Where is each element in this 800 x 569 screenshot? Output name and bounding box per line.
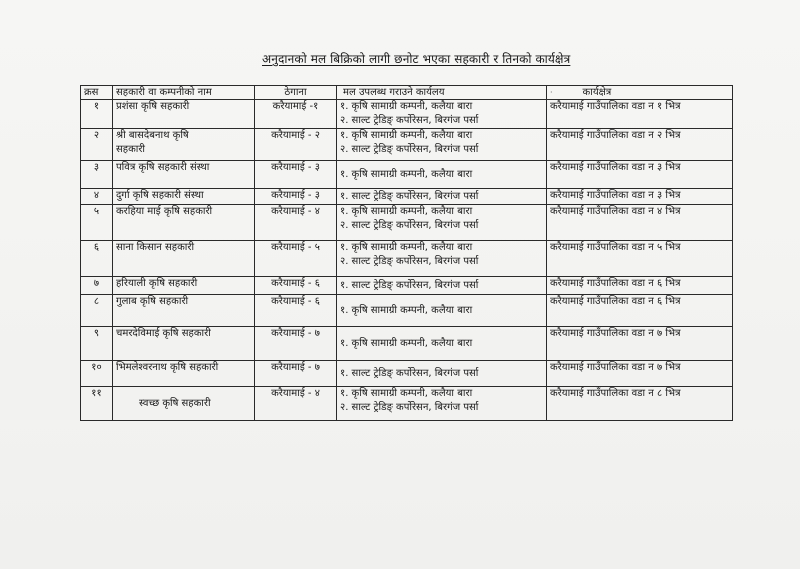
row-supplier-offices xyxy=(337,129,547,161)
supplier-line: २. साल्ट ट्रेडिङ् कर्पोरेसन, बिरगंज पर्सा xyxy=(340,144,479,155)
row-supplier-offices xyxy=(337,205,547,241)
supplier-line: २. साल्ट ट्रेडिङ् कर्पोरेसन, बिरगंज पर्सा xyxy=(340,256,479,267)
supplier-line: १. कृषि सामाग्री कम्पनी, कलैया बारा xyxy=(340,130,473,141)
row-supplier-offices xyxy=(337,295,547,327)
row-supplier-offices xyxy=(337,241,547,277)
row-cooperative-name xyxy=(113,161,255,189)
row-work-area: करैयामाई गाउँपालिका वडा न ६ भित्र xyxy=(547,277,733,295)
table-row xyxy=(81,295,733,327)
row-serial-number: ८ xyxy=(81,295,113,327)
row-serial-number: ३ xyxy=(81,161,113,189)
row-address: करैयामाई - ७ xyxy=(255,361,337,387)
supplier-line: १. कृषि सामाग्री कम्पनी, कलैया बारा xyxy=(340,168,473,180)
table-row xyxy=(81,361,733,387)
cooperative-name-line: प्रशंसा कृषि सहकारी xyxy=(116,101,190,112)
row-supplier-offices xyxy=(337,100,547,129)
cooperative-name-line: स्वच्छ कृषि सहकारी xyxy=(139,397,211,409)
cooperative-name-line: करहिया माई कृषि सहकारी xyxy=(116,206,213,217)
supplier-line: १. कृषि सामाग्री कम्पनी, कलैया बारा xyxy=(340,304,473,316)
row-supplier-offices xyxy=(337,161,547,189)
row-serial-number: ११ xyxy=(81,387,113,421)
table-row xyxy=(81,277,733,295)
row-work-area: करैयामाई गाउँपालिका वडा न ३ भित्र xyxy=(547,189,733,205)
row-address: करैयामाई - ६ xyxy=(255,295,337,327)
supplier-line: २. साल्ट ट्रेडिङ् कर्पोरेसन, बिरगंज पर्सा xyxy=(340,402,479,413)
row-address: करैयामाई - ६ xyxy=(255,277,337,295)
row-cooperative-name xyxy=(113,241,255,277)
row-work-area: करैयामाई गाउँपालिका वडा न ४ भित्र xyxy=(547,205,733,241)
supplier-line: २. साल्ट ट्रेडिङ् कर्पोरेसन, बिरगंज पर्सा xyxy=(340,115,479,126)
supplier-line: १. साल्ट ट्रेडिङ् कर्पोरेसन, बिरगंज पर्सा xyxy=(340,367,479,379)
header-name: सहकारी वा कम्पनीको नाम xyxy=(113,86,255,100)
supplier-line: १. कृषि सामाग्री कम्पनी, कलैया बारा xyxy=(340,388,473,399)
cooperative-name-line: श्री बासदेबनाथ कृषि xyxy=(116,130,189,141)
row-cooperative-name xyxy=(113,189,255,205)
supplier-line: १. कृषि सामाग्री कम्पनी, कलैया बारा xyxy=(340,206,473,217)
cooperative-name-line: साना किसान सहकारी xyxy=(116,242,195,253)
cooperative-name-line: हरियाली कृषि सहकारी xyxy=(116,278,198,289)
row-work-area: करैयामाई गाउँपालिका वडा न ७ भित्र xyxy=(547,327,733,361)
row-supplier-offices xyxy=(337,327,547,361)
table-row xyxy=(81,189,733,205)
row-cooperative-name xyxy=(113,277,255,295)
row-address: करैयामाई - ५ xyxy=(255,241,337,277)
row-address: करैयामाई - २ xyxy=(255,129,337,161)
supplier-line: १. साल्ट ट्रेडिङ् कर्पोरेसन, बिरगंज पर्सा xyxy=(340,190,479,202)
table-row xyxy=(81,205,733,241)
row-cooperative-name xyxy=(113,327,255,361)
row-cooperative-name xyxy=(113,129,255,161)
table-row xyxy=(81,161,733,189)
row-address: करैयामाई - ७ xyxy=(255,327,337,361)
row-work-area: करैयामाई गाउँपालिका वडा न २ भित्र xyxy=(547,129,733,161)
cooperatives-table xyxy=(80,85,733,421)
row-address: करैयामाई -१ xyxy=(255,100,337,129)
row-serial-number: ६ xyxy=(81,241,113,277)
table-header-row xyxy=(81,86,733,100)
cooperative-name-line: दुर्गा कृषि सहकारी संस्था xyxy=(116,190,204,201)
header-area-label: कार्यक्षेत्र xyxy=(582,87,612,98)
header-supplier: मल उपलब्ध गराउने कार्यलय xyxy=(337,86,547,100)
supplier-line: १. साल्ट ट्रेडिङ् कर्पोरेसन, बिरगंज पर्सा xyxy=(340,279,479,291)
row-address: करैयामाई - ४ xyxy=(255,205,337,241)
row-work-area: करैयामाई गाउँपालिका वडा न ५ भित्र xyxy=(547,241,733,277)
row-address: करैयामाई - ३ xyxy=(255,189,337,205)
row-work-area: करैयामाई गाउँपालिका वडा न १ भित्र xyxy=(547,100,733,129)
row-cooperative-name xyxy=(113,295,255,327)
cooperative-name-line: चमरदेविमाई कृषि सहकारी xyxy=(116,328,211,339)
row-serial-number: ४ xyxy=(81,189,113,205)
document-title: अनुदानको मल बिक्रिको लागी छनोट भएका सहकारी र तिनको कार्यक्षेत्र xyxy=(262,52,571,66)
table-row xyxy=(81,241,733,277)
table-row xyxy=(81,100,733,129)
row-supplier-offices xyxy=(337,277,547,295)
row-serial-number: ५ xyxy=(81,205,113,241)
row-address: करैयामाई - ४ xyxy=(255,387,337,421)
row-serial-number: ७ xyxy=(81,277,113,295)
row-supplier-offices xyxy=(337,361,547,387)
cooperative-name-line: गुलाब कृषि सहकारी xyxy=(116,296,189,307)
row-cooperative-name xyxy=(113,100,255,129)
supplier-line: १. कृषि सामाग्री कम्पनी, कलैया बारा xyxy=(340,101,473,112)
row-serial-number: ९ xyxy=(81,327,113,361)
table-row xyxy=(81,387,733,421)
cooperative-name-line: पवित्र कृषि सहकारी संस्था xyxy=(116,162,210,173)
row-work-area: करैयामाई गाउँपालिका वडा न ३ भित्र xyxy=(547,161,733,189)
cooperative-name-line: सहकारी xyxy=(116,144,146,155)
row-cooperative-name xyxy=(113,387,255,421)
row-work-area: करैयामाई गाउँपालिका वडा न ७ भित्र xyxy=(547,361,733,387)
row-address: करैयामाई - ३ xyxy=(255,161,337,189)
row-serial-number: १० xyxy=(81,361,113,387)
header-address: ठेगाना xyxy=(255,86,337,100)
header-sn: क्रस xyxy=(81,86,113,100)
row-work-area: करैयामाई गाउँपालिका वडा न ८ भित्र xyxy=(547,387,733,421)
table-row xyxy=(81,327,733,361)
table-body xyxy=(81,100,733,421)
row-cooperative-name xyxy=(113,361,255,387)
supplier-line: २. साल्ट ट्रेडिङ् कर्पोरेसन, बिरगंज पर्सा xyxy=(340,220,479,231)
table-row xyxy=(81,129,733,161)
row-serial-number: २ xyxy=(81,129,113,161)
row-supplier-offices xyxy=(337,387,547,421)
header-dot-icon: · xyxy=(550,88,553,97)
row-cooperative-name xyxy=(113,205,255,241)
header-area xyxy=(547,86,733,100)
supplier-line: १. कृषि सामाग्री कम्पनी, कलैया बारा xyxy=(340,242,473,253)
row-work-area: करैयामाई गाउँपालिका वडा न ६ भित्र xyxy=(547,295,733,327)
row-supplier-offices xyxy=(337,189,547,205)
row-serial-number: १ xyxy=(81,100,113,129)
supplier-line: १. कृषि सामाग्री कम्पनी, कलैया बारा xyxy=(340,337,473,349)
cooperative-name-line: भिमलेश्वरनाथ कृषि सहकारी xyxy=(116,362,219,373)
